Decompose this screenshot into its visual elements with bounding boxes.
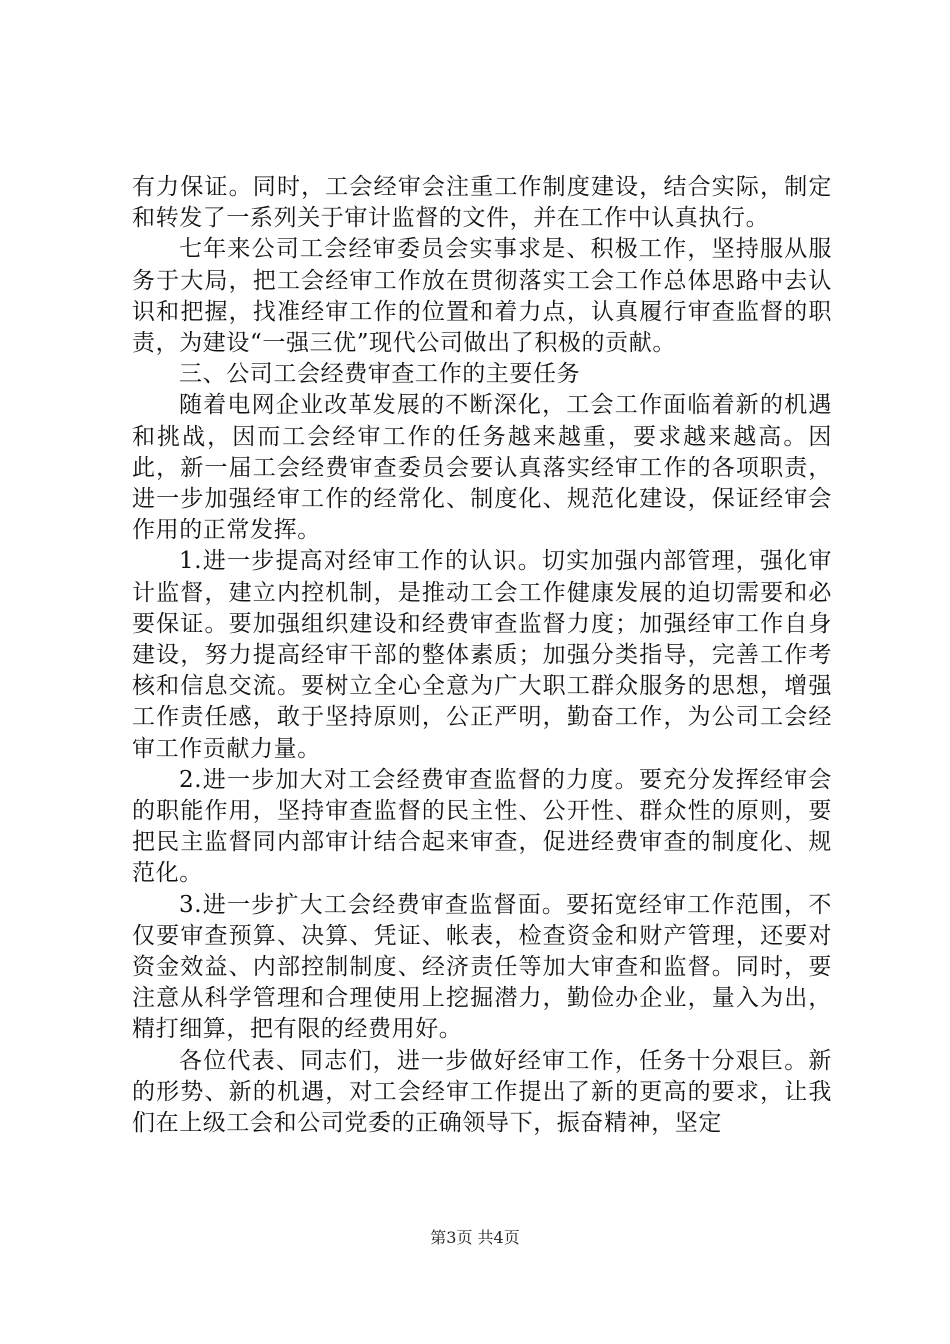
paragraph-continuation: 有力保证。同时，工会经审会注重工作制度建设，结合实际，制定和转发了一系列关于审计监督的文件，并在工作中认真执行。 <box>132 174 832 232</box>
list-item-3: 3.进一步扩大工会经费审查监督面。要拓宽经审工作范围，不仅要审查预算、决算、凭证、帐表，检查资金和财产管理，还要对资金效益、内部控制制度、经济责任等加大审查和监督。同时，要注意从科学管理和合理使用上挖掘潜力，勤俭办企业，量入为出，精打细算，把有限的经费用好。 <box>132 891 832 1043</box>
paragraph-summary: 七年来公司工会经审委员会实事求是、积极工作，坚持服从服务于大局，把工会经审工作放在贯彻落实工会工作总体思路中去认识和把握，找准经审工作的位置和着力点，认真履行审查监督的职责，为建设“一强三优”现代公司做出了积极的贡献。 <box>132 236 832 357</box>
list-item-2: 2.进一步加大对工会经费审查监督的力度。要充分发挥经审会的职能作用，坚持审查监督的民主性、公开性、群众性的原则，要把民主监督同内部审计结合起来审查，促进经费审查的制度化、规范化。 <box>132 766 832 887</box>
page-number-footer: 第3页 共4页 <box>430 1228 520 1247</box>
document-body <box>132 172 832 1139</box>
list-item-1: 1.进一步提高对经审工作的认识。切实加强内部管理，强化审计监督，建立内控机制，是推动工会工作健康发展的迫切需要和必要保证。要加强组织建设和经费审查监督力度；加强经审工作自身建设，努力提高经审干部的整体素质；加强分类指导，完善工作考核和信息交流。要树立全心全意为广大职工群众服务的思想，增强工作责任感，敢于坚持原则，公正严明，勤奋工作，为公司工会经审工作贡献力量。 <box>132 548 832 762</box>
paragraph-closing: 各位代表、同志们，进一步做好经审工作，任务十分艰巨。新的形势、新的机遇，对工会经审工作提出了新的更高的要求，让我们在上级工会和公司党委的正确领导下，振奋精神，坚定 <box>132 1047 832 1137</box>
paragraph-intro: 随着电网企业改革发展的不断深化，工会工作面临着新的机遇和挑战，因而工会经审工作的任务越来越重，要求越来越高。因此，新一届工会经费审查委员会要认真落实经审工作的各项职责，进一步加强经审工作的经常化、制度化、规范化建设，保证经审会作用的正常发挥。 <box>132 392 832 544</box>
section-heading: 三、公司工会经费审查工作的主要任务 <box>179 361 581 388</box>
